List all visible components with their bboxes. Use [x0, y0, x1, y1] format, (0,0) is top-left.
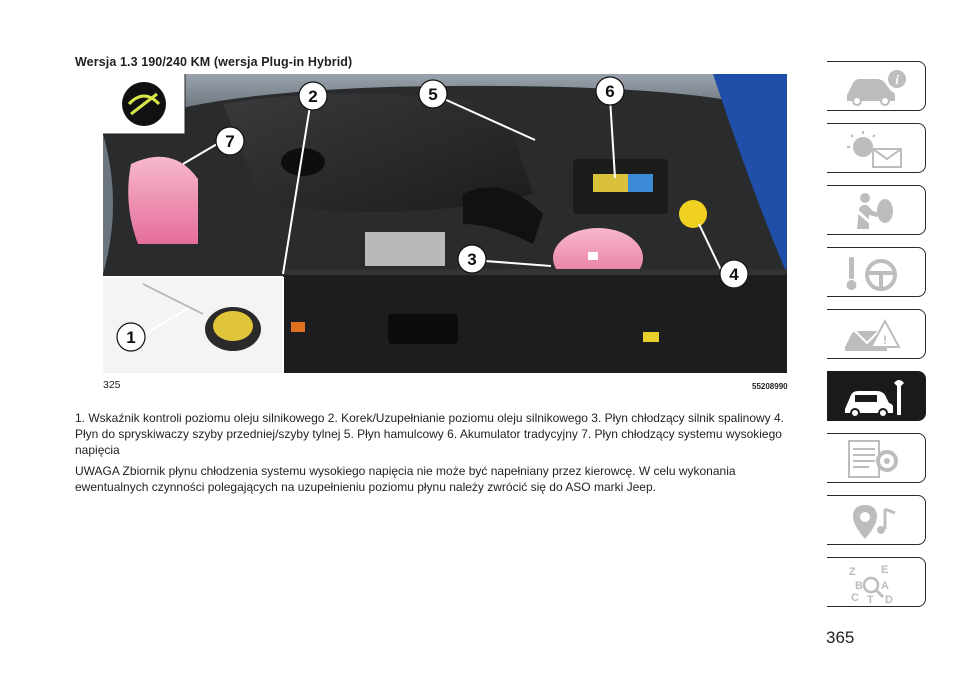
callout-6: 6 [605, 82, 615, 101]
steering-wheel-start-icon [841, 251, 911, 295]
tab-index[interactable] [827, 557, 926, 607]
svg-text:A: A [881, 580, 889, 592]
figure-image-code: 55208990 [752, 382, 788, 391]
car-maintenance-icon [841, 375, 911, 419]
svg-text:T: T [867, 594, 874, 605]
callout-4: 4 [729, 265, 739, 284]
svg-text:!: ! [883, 333, 887, 347]
svg-text:B: B [855, 580, 863, 592]
alphabetical-index-icon [841, 561, 911, 605]
svg-text:E: E [881, 564, 889, 576]
callout-7: 7 [225, 132, 235, 151]
emergency-car-icon [841, 313, 911, 357]
callout-1: 1 [126, 328, 136, 347]
tab-maintenance[interactable] [827, 371, 926, 421]
safety-airbag-icon [841, 189, 911, 233]
page-number: 365 [826, 628, 855, 647]
figure-caption: 1. Wskaźnik kontroli poziomu oleju silnikowego 2. Korek/Uzupełnianie poziomu oleju silnikowego 3. Płyn chłodzący silnik spalinowy 4. Płyn do spryskiwaczy szyby przedniej/szyby tylnej 5. Płyn hamulcowy 6. Akumulator tradycyjny 7. Płyn chłodzący systemu wysokiego napięcia [75, 411, 785, 457]
svg-text:D: D [885, 594, 893, 605]
figure-number: 325 [103, 379, 121, 391]
tab-warning-lights[interactable] [827, 123, 926, 173]
car-info-icon [841, 65, 911, 109]
multimedia-icon [841, 499, 911, 543]
callout-2: 2 [308, 87, 318, 106]
warning-lights-message-icon [841, 127, 911, 171]
tab-safety[interactable] [827, 185, 926, 235]
svg-text:i: i [895, 72, 899, 87]
engine-compartment-photo [103, 74, 787, 373]
svg-text:Z: Z [849, 566, 856, 578]
note-paragraph: UWAGA Zbiornik płynu chłodzenia systemu wysokiego napięcia nie może być napełniany przez kierowcę. W celu wykonania ewentualnych czynności polegających na uzupełnieniu poziomu płynu należy zwrócić się do ASO marki Jeep. [75, 464, 736, 494]
tab-car-info[interactable] [827, 61, 926, 111]
tab-emergency[interactable] [827, 309, 926, 359]
tab-starting-driving[interactable] [827, 247, 926, 297]
svg-text:C: C [851, 592, 859, 604]
tab-technical-data[interactable] [827, 433, 926, 483]
callout-5: 5 [428, 85, 438, 104]
callout-3: 3 [467, 250, 477, 269]
section-title: Wersja 1.3 190/240 KM (wersja Plug-in Hybrid) [75, 55, 353, 69]
technical-data-icon [841, 437, 911, 481]
tab-multimedia[interactable] [827, 495, 926, 545]
